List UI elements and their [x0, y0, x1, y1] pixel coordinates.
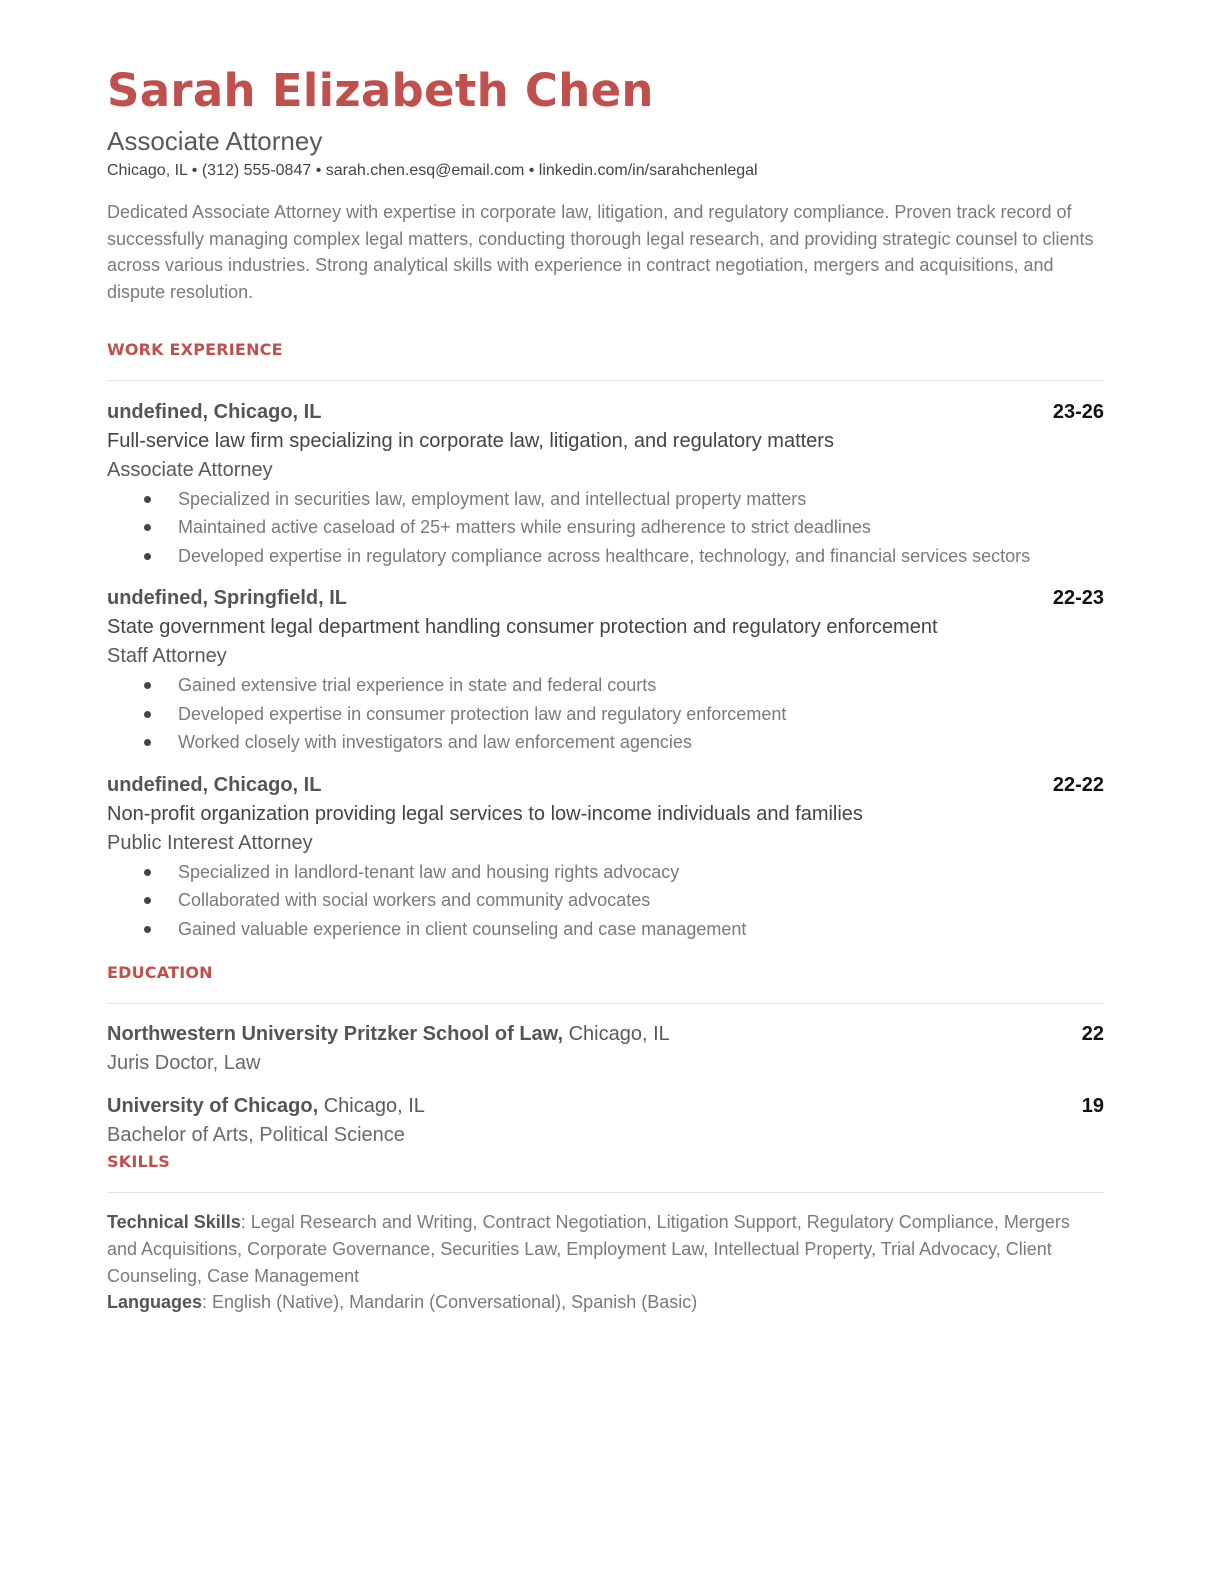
- skills-label: Languages: [107, 1292, 203, 1313]
- job-bullets: [107, 671, 1104, 757]
- job-bullet: Developed expertise in consumer protection law and regulatory enforcement: [107, 700, 1104, 729]
- education-year: 19: [1081, 1095, 1104, 1118]
- job-dates: 22-23: [1052, 587, 1104, 610]
- job-entry: [107, 584, 1104, 757]
- skills-languages: [107, 1289, 1104, 1316]
- skills-value: : English (Native), Mandarin (Conversational), Spanish (Basic): [202, 1292, 698, 1313]
- section-header-skills: SKILLS: [107, 1152, 170, 1172]
- candidate-name: Sarah Elizabeth Chen: [107, 64, 654, 117]
- job-company: undefined, Springfield, IL: [107, 587, 347, 610]
- education-school: Northwestern University Pritzker School of Law,: [107, 1023, 564, 1046]
- education-location: Chicago, IL: [318, 1095, 425, 1118]
- job-dates: 23-26: [1052, 400, 1104, 423]
- job-bullet: Maintained active caseload of 25+ matters while ensuring adherence to strict deadlines: [107, 513, 1104, 542]
- bullet-dot-icon: [144, 496, 151, 503]
- education-year: 22: [1081, 1023, 1104, 1046]
- professional-summary: Dedicated Associate Attorney with expertise in corporate law, litigation, and regulatory compliance. Proven track record of successfully managing complex legal matters, conducting thorough legal research, and providing strategic counsel to clients across various industries. Strong analytical skills with experience in contract negotiation, mergers and acquisitions, and dispute resolution.: [107, 202, 1094, 303]
- education-location: Chicago, IL: [563, 1023, 670, 1046]
- education-school: University of Chicago,: [107, 1095, 319, 1118]
- job-description: Full-service law firm specializing in corporate law, litigation, and regulatory matters: [107, 429, 834, 452]
- education-degree: Juris Doctor, Law: [107, 1052, 261, 1075]
- bullet-dot-icon: [144, 682, 151, 689]
- bullet-dot-icon: [144, 553, 151, 560]
- job-bullet: Specialized in landlord-tenant law and housing rights advocacy: [107, 858, 1104, 887]
- job-bullet: Worked closely with investigators and law enforcement agencies: [107, 728, 1104, 757]
- section-divider: [107, 1192, 1104, 1193]
- section-divider: [107, 380, 1104, 381]
- candidate-title: Associate Attorney: [107, 126, 323, 156]
- bullet-dot-icon: [144, 739, 151, 746]
- bullet-dot-icon: [144, 897, 151, 904]
- job-bullet: Specialized in securities law, employment law, and intellectual property matters: [107, 485, 1104, 514]
- skills-block: [107, 1209, 1104, 1316]
- education-entry: [107, 1092, 1104, 1150]
- job-bullet: Collaborated with social workers and community advocates: [107, 886, 1104, 915]
- skills-label: Technical Skills: [107, 1212, 241, 1233]
- section-divider: [107, 1003, 1104, 1004]
- contact-line: Chicago, IL • (312) 555-0847 • sarah.chen.esq@email.com • linkedin.com/in/sarahchenlegal: [107, 162, 758, 179]
- job-role: Associate Attorney: [107, 458, 273, 481]
- skills-technical: [107, 1209, 1104, 1289]
- section-header-education: EDUCATION: [107, 963, 213, 983]
- job-entry: [107, 398, 1104, 571]
- job-company: undefined, Chicago, IL: [107, 773, 322, 796]
- education-degree: Bachelor of Arts, Political Science: [107, 1124, 405, 1147]
- bullet-dot-icon: [144, 869, 151, 876]
- bullet-dot-icon: [144, 711, 151, 718]
- job-role: Staff Attorney: [107, 645, 227, 668]
- job-dates: 22-22: [1052, 773, 1104, 796]
- job-bullet: Developed expertise in regulatory compliance across healthcare, technology, and financial services sectors: [107, 542, 1104, 571]
- resume-page: [107, 62, 1104, 1316]
- section-header-work-experience: WORK EXPERIENCE: [107, 339, 283, 359]
- job-bullets: [107, 485, 1104, 571]
- job-bullet: Gained extensive trial experience in state and federal courts: [107, 671, 1104, 700]
- job-description: Non-profit organization providing legal services to low-income individuals and families: [107, 802, 863, 825]
- education-entry: [107, 1020, 1104, 1078]
- job-description: State government legal department handling consumer protection and regulatory enforcement: [107, 616, 938, 639]
- job-bullet: Gained valuable experience in client counseling and case management: [107, 915, 1104, 944]
- job-role: Public Interest Attorney: [107, 831, 313, 854]
- skills-value: : Legal Research and Writing, Contract Negotiation, Litigation Support, Regulatory Compliance, Mergers and Acquisitions, Corporate Governance, Securities Law, Employment Law, Intellectual Property, Trial Advocacy, Client Counseling, Case Management: [107, 1212, 1070, 1286]
- bullet-dot-icon: [144, 926, 151, 933]
- job-bullets: [107, 858, 1104, 944]
- job-entry: [107, 771, 1104, 944]
- bullet-dot-icon: [144, 524, 151, 531]
- job-company: undefined, Chicago, IL: [107, 400, 322, 423]
